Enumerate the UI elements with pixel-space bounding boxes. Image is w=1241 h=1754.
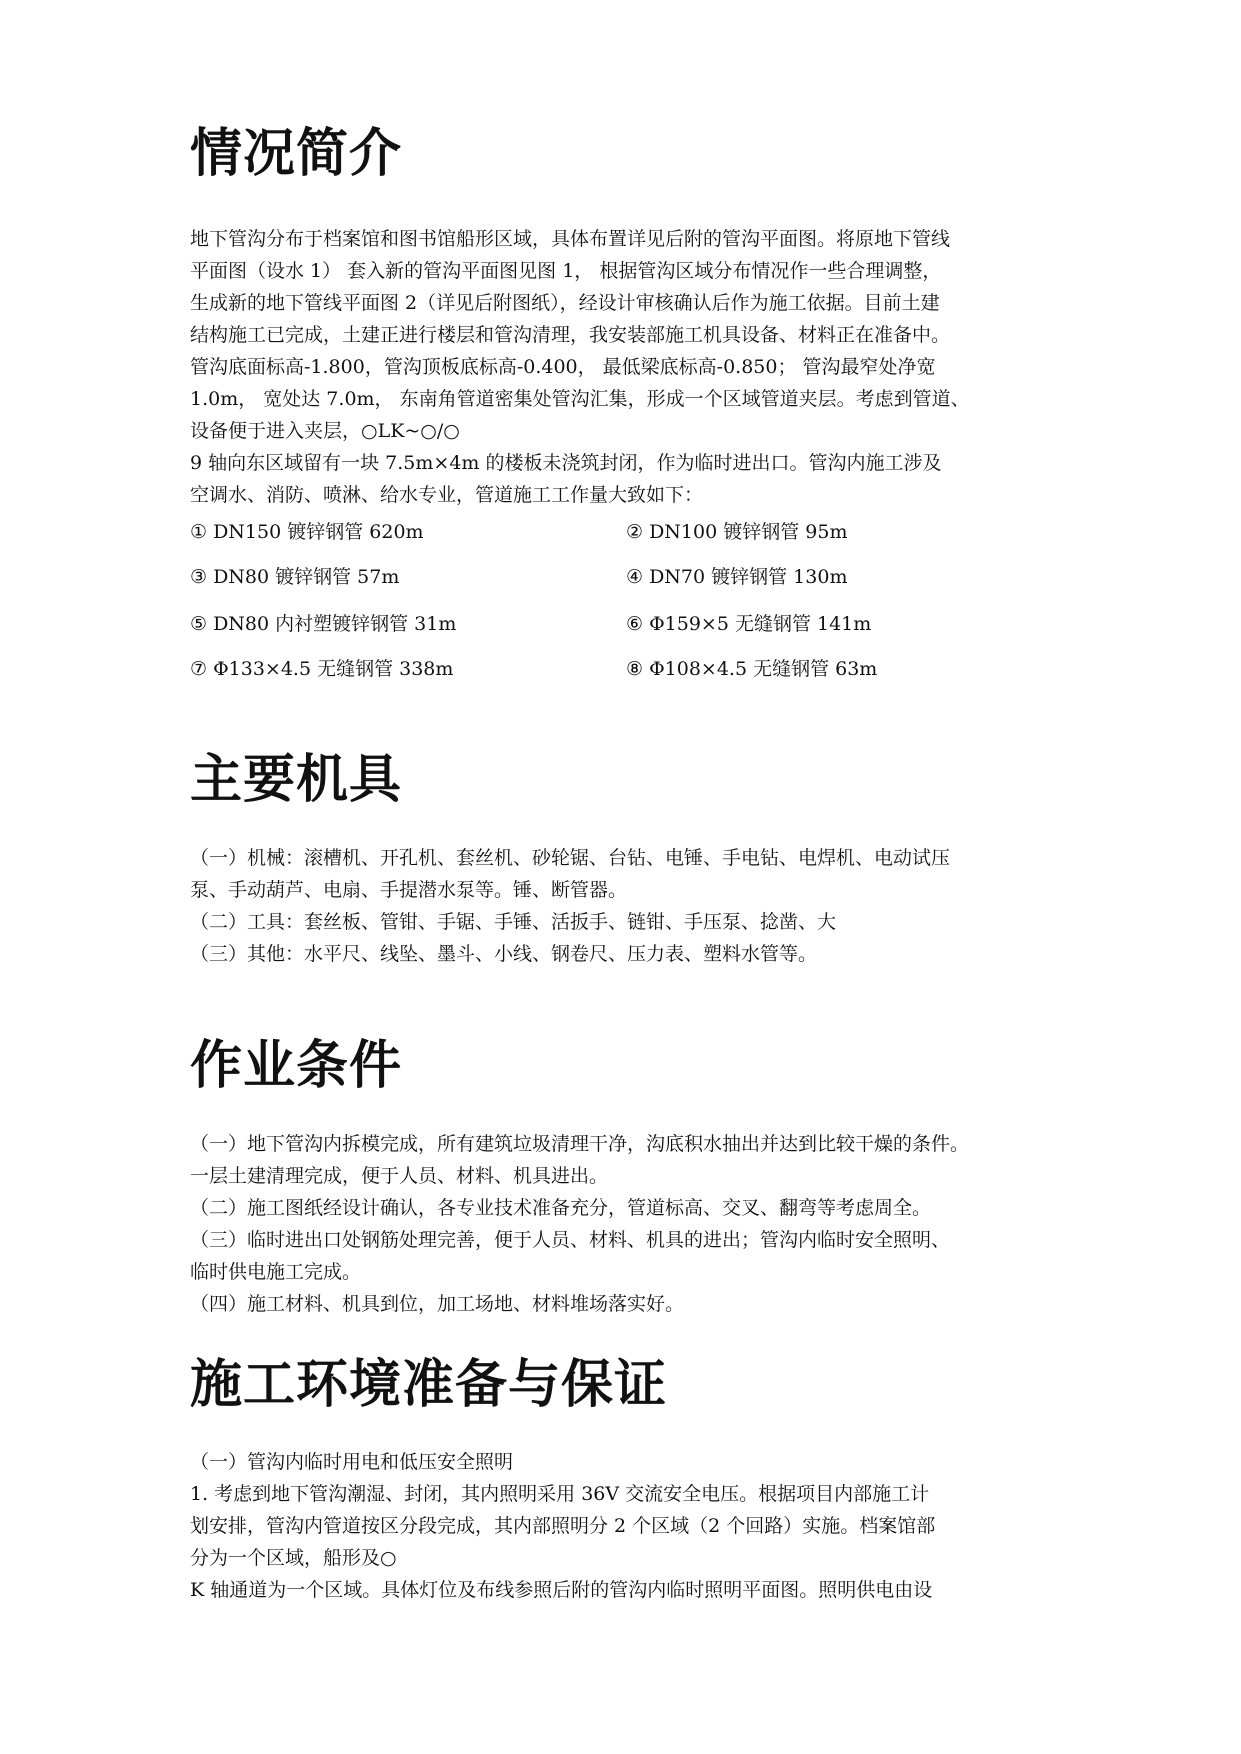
pipe-item: ① DN150 镀锌钢管 620m — [190, 521, 424, 543]
environment-paragraph — [190, 1446, 1060, 1606]
conditions-paragraph — [190, 1128, 1060, 1320]
machines-line: （一）机械：滚槽机、开孔机、套丝机、砂轮锯、台钻、电锤、手电钻、电焊机、电动试压 — [190, 847, 951, 869]
environment-line: 分为一个区域，船形及○ — [190, 1547, 397, 1569]
intro-line: 1.0m， 宽处达 7.0m， 东南角管道密集处管沟汇集，形成一个区域管道夹层。考虑到管道、 — [190, 388, 970, 410]
section-title-intro: 情况简介 — [190, 124, 403, 184]
intro-line: 结构施工已完成，土建正进行楼层和管沟清理，我安装部施工机具设备、材料正在准备中。 — [190, 324, 951, 346]
conditions-line: （四）施工材料、机具到位，加工场地、材料堆场落实好。 — [190, 1293, 685, 1315]
conditions-line: 一层土建清理完成，便于人员、材料、机具进出。 — [190, 1165, 609, 1187]
machines-paragraph — [190, 842, 1060, 970]
pipe-item: ④ DN70 镀锌钢管 130m — [626, 566, 848, 588]
pipe-item: ② DN100 镀锌钢管 95m — [626, 521, 848, 543]
intro-line: 设备便于进入夹层，○LK~○/○ — [190, 420, 460, 442]
pipe-item: ⑧ Φ108×4.5 无缝钢管 63m — [626, 658, 878, 680]
section-title-environment: 施工环境准备与保证 — [190, 1355, 668, 1415]
intro-line: 地下管沟分布于档案馆和图书馆船形区域，具体布置详见后附的管沟平面图。将原地下管线 — [190, 228, 951, 250]
conditions-line: （二）施工图纸经设计确认，各专业技术准备充分，管道标高、交叉、翻弯等考虑周全。 — [190, 1197, 932, 1219]
environment-line: （一）管沟内临时用电和低压安全照明 — [190, 1451, 514, 1473]
environment-line: 1. 考虑到地下管沟潮湿、封闭，其内照明采用 36V 交流安全电压。根据项目内部施工计 — [190, 1483, 930, 1505]
pipe-item: ⑥ Φ159×5 无缝钢管 141m — [626, 613, 872, 635]
conditions-line: （三）临时进出口处钢筋处理完善，便于人员、材料、机具的进出；管沟内临时安全照明、 — [190, 1229, 951, 1251]
section-title-conditions: 作业条件 — [190, 1036, 403, 1096]
conditions-line: 临时供电施工完成。 — [190, 1261, 362, 1283]
machines-line: （三）其他：水平尺、线坠、墨斗、小线、钢卷尺、压力表、塑料水管等。 — [190, 943, 818, 965]
environment-line: 划安排，管沟内管道按区分段完成，其内部照明分 2 个区域（2 个回路）实施。档案馆部 — [190, 1515, 936, 1537]
pipe-item: ③ DN80 镀锌钢管 57m — [190, 566, 400, 588]
intro-line: 平面图（设水 1） 套入新的管沟平面图见图 1， 根据管沟区域分布情况作一些合理调整， — [190, 260, 942, 282]
intro-line: 生成新的地下管线平面图 2（详见后附图纸），经设计审核确认后作为施工依据。目前土建 — [190, 292, 940, 314]
conditions-line: （一）地下管沟内拆模完成，所有建筑垃圾清理干净，沟底积水抽出并达到比较干燥的条件。 — [190, 1133, 970, 1155]
machines-line: 泵、手动葫芦、电扇、手提潜水泵等。锤、断管器。 — [190, 879, 628, 901]
section-title-machines: 主要机具 — [190, 750, 403, 810]
machines-line: （二）工具：套丝板、管钳、手锯、手锤、活扳手、链钳、手压泵、捻凿、大 — [190, 911, 837, 933]
pipe-item: ⑦ Φ133×4.5 无缝钢管 338m — [190, 658, 454, 680]
intro-line: 管沟底面标高-1.800，管沟顶板底标高-0.400， 最低梁底标高-0.850； 管沟最窄处净宽 — [190, 356, 936, 378]
pipe-item: ⑤ DN80 内衬塑镀锌钢管 31m — [190, 613, 457, 635]
intro-paragraph — [190, 223, 1060, 511]
intro-line: 9 轴向东区域留有一块 7.5m×4m 的楼板未浇筑封闭，作为临时进出口。管沟内施工涉及 — [190, 452, 942, 474]
environment-line: K 轴通道为一个区域。具体灯位及布线参照后附的管沟内临时照明平面图。照明供电由设 — [190, 1579, 933, 1601]
intro-line: 空调水、消防、喷淋、给水专业，管道施工工作量大致如下： — [190, 484, 704, 506]
